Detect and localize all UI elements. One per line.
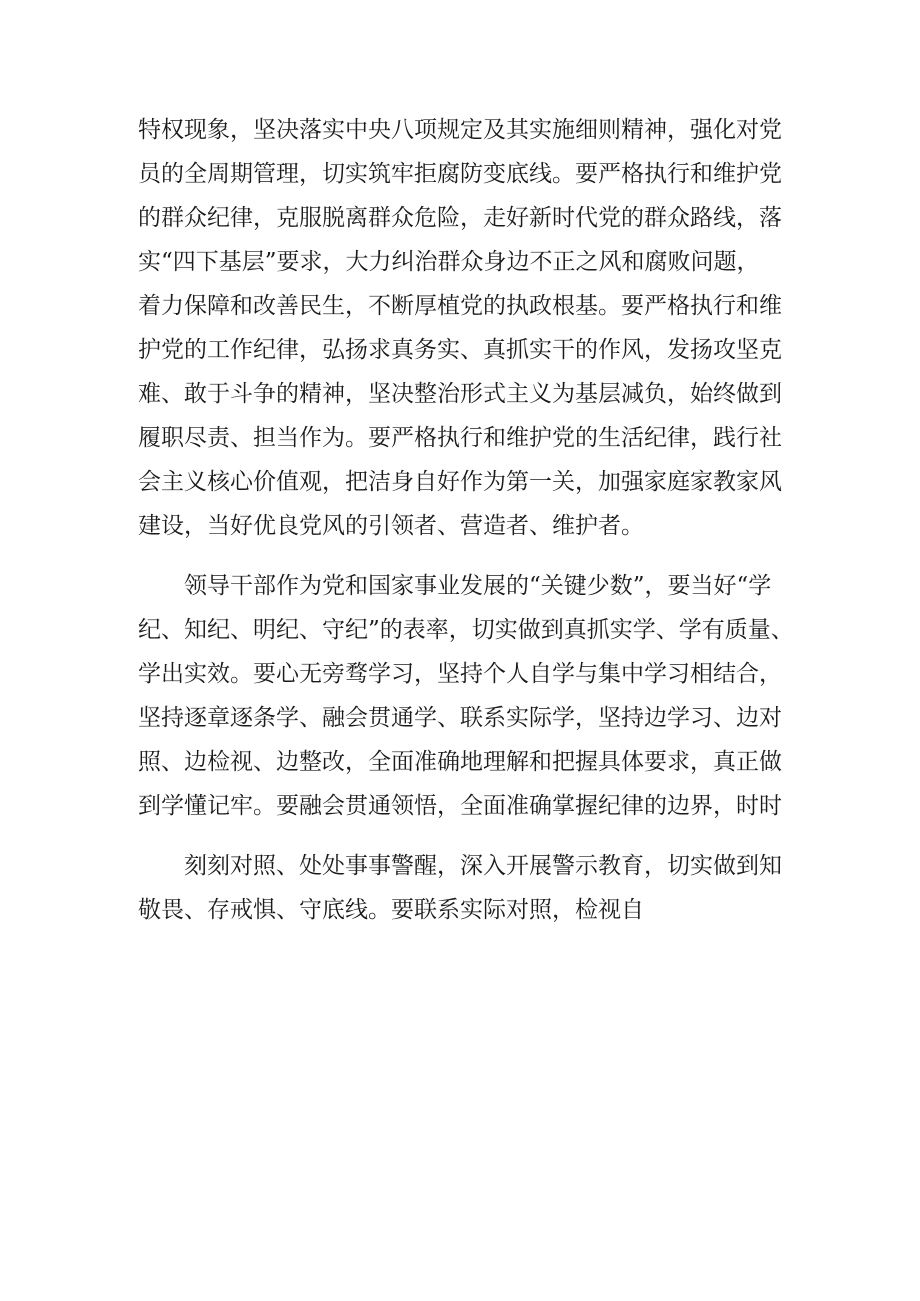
text-line: 难、敢于斗争的精神，坚决整治形式主义为基层减负，始终做到 bbox=[138, 381, 782, 407]
text-line: 敬畏、存戒惧、守底线。要联系实际对照，检视自 bbox=[138, 897, 644, 923]
text-line: 坚持逐章逐条学、融会贯通学、联系实际学，坚持边学习、边对 bbox=[138, 705, 782, 731]
text-line: 领导干部作为党和国家事业发展的“关键少数”，要当好“学 bbox=[184, 573, 772, 599]
text-line: 护党的工作纪律，弘扬求真务实、真抓实干的作风，发扬攻坚克 bbox=[138, 337, 782, 363]
text-line: 的群众纪律，克服脱离群众危险，走好新时代党的群众路线，落 bbox=[138, 205, 782, 231]
text-line: 到学懂记牢。要融会贯通领悟，全面准确掌握纪律的边界，时时 bbox=[138, 793, 782, 819]
text-line: 会主义核心价值观，把洁身自好作为第一关，加强家庭家教家风 bbox=[138, 469, 782, 495]
text-line: 着力保障和改善民生，不断厚植党的执政根基。要严格执行和维 bbox=[138, 293, 782, 319]
text-line: 履职尽责、担当作为。要严格执行和维护党的生活纪律，践行社 bbox=[138, 425, 782, 451]
text-line: 刻刻对照、处处事事警醒，深入开展警示教育，切实做到知 bbox=[184, 853, 782, 879]
text-line: 实“四下基层”要求，大力纠治群众身边不正之风和腐败问题， bbox=[138, 249, 760, 275]
text-line: 纪、知纪、明纪、守纪”的表率，切实做到真抓实学、学有质量、 bbox=[138, 617, 794, 643]
text-line: 照、边检视、边整改，全面准确地理解和把握具体要求，真正做 bbox=[138, 749, 782, 775]
text-line: 建设，当好优良党风的引领者、营造者、维护者。 bbox=[138, 513, 644, 539]
text-line: 员的全周期管理，切实筑牢拒腐防变底线。要严格执行和维护党 bbox=[138, 161, 782, 187]
text-line: 学出实效。要心无旁骛学习，坚持个人自学与集中学习相结合， bbox=[138, 661, 782, 687]
text-line: 特权现象，坚决落实中央八项规定及其实施细则精神，强化对党 bbox=[138, 117, 782, 143]
